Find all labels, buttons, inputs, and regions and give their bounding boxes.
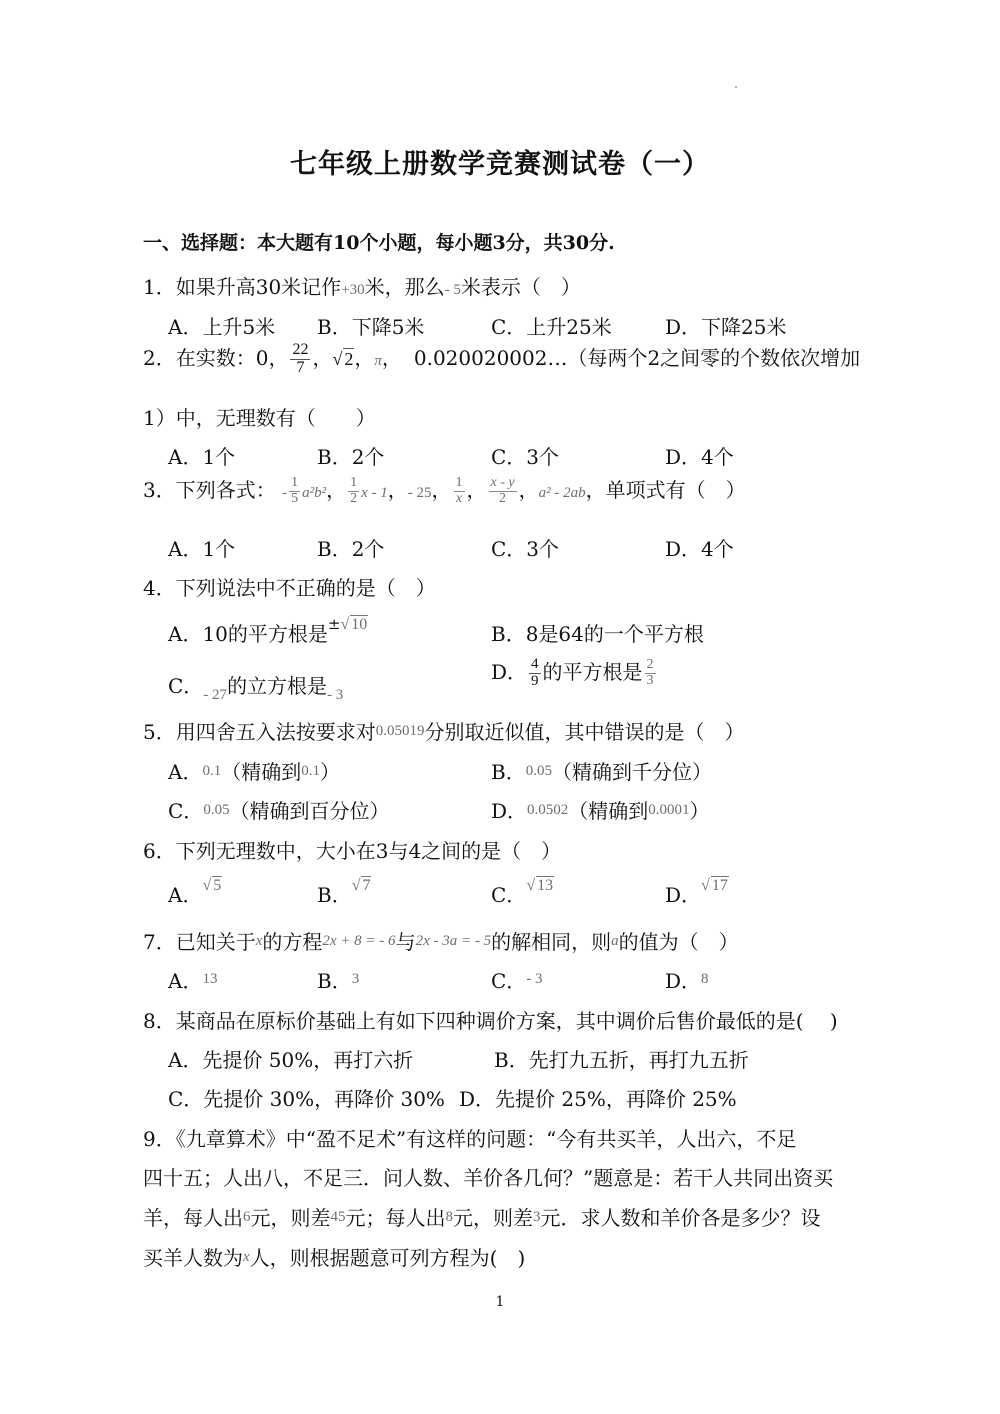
speck [735,86,737,88]
q6-option-a: A．√ 5 [168,877,222,907]
q1-option-a: A．上升5米 [168,315,276,339]
q3-option-c: C．3个 [491,537,560,561]
question-4: 4．下列说法中不正确的是（ ） [143,576,436,600]
q7-option-a: A．$^{13}$ [168,969,218,993]
q1-option-b: B．下降5米 [317,315,425,339]
q2-text-2: 0.020020002…（每两个2之间零的个数依次增加 [413,346,861,370]
q1-text-3: 米表示（ ） [460,275,581,299]
q8-option-d: D．先提价 25%，再降价 25% [459,1087,737,1111]
q3-text: 3．下列各式： [143,478,276,502]
q1-text-2: 米，那么 [364,275,445,299]
q5-option-b: B．$^{0.05}$（精确到千分位） [491,760,712,784]
q6-option-c: C．√ 13 [491,877,554,907]
q2-fraction: $\frac{22}{7}$ [292,341,309,376]
q2-option-b: B．2个 [317,445,385,469]
q3-term-2: $\frac{1}{2}$ [350,475,358,506]
page-number: 1 [495,1294,505,1310]
q3-term-4: $\frac{1}{x}$ [455,475,463,506]
question-9-line-1: 9．《九章算术》中“盈不足术”有这样的问题：“今有共买羊，人出六，不足 [143,1127,797,1151]
question-8: 8．某商品在原标价基础上有如下四种调价方案，其中调价后售价最低的是( ) [143,1009,838,1033]
q6-option-b: B．√ 7 [317,877,371,907]
page-title: 七年级上册数学竞赛测试卷（一） [290,149,710,180]
question-3: 3．下列各式： - $\frac{1}{5}$ a²b²， $\frac{1}{2}$ x - 1，- 25， $\frac{1}{x}$ ， $\frac{x - y}{2}$ ，a² - 2ab，单项式有（ ） [143,475,746,506]
q5-option-a: A．$^{0.1}$（精确到$^{0.1}$） [168,760,340,784]
q2-radical: √ 2 [332,349,354,369]
question-7: 7．已知关于$^x$的方程$^{2x + 8 = - 6}$与$^{2x - 3a = - 5}$的解相同，则$^a$的值为（ ） [143,930,739,954]
q3-term-5: $\frac{x - y}{2}$ [490,475,515,506]
q2-option-d: D．4个 [665,445,734,469]
question-9-line-2: 四十五；人出八，不足三．问人数、羊价各几何？”题意是：若干人共同出资买 [143,1166,834,1190]
q5-option-d: D．$^{0.0502}$（精确到$^{0.0001}$） [491,799,710,823]
q4-option-a: A．10的平方根是$^{\pm√ 10}$ [168,615,368,646]
q2-text: 2．在实数：0， [143,346,289,370]
q3-term-3: - 25 [407,485,432,501]
q2-line-2: 1）中，无理数有（ ） [143,406,376,430]
section-heading: 一、选择题：本大题有10个小题，每小题3分，共30分. [143,232,615,254]
q1-option-c: C．上升25米 [491,315,612,339]
q2-option-a: A．1个 [168,445,236,469]
q3-option-d: D．4个 [665,537,734,561]
q8-option-b: B．先打九五折，再打九五折 [494,1048,749,1072]
q8-option-a: A．先提价 50%，再打六折 [168,1048,414,1072]
question-6: 6．下列无理数中，大小在3与4之间的是（ ） [143,839,562,863]
q1-option-d: D．下降25米 [665,315,787,339]
q2-option-c: C．3个 [491,445,560,469]
q5-option-c: C．$^{0.05}$（精确到百分位） [168,799,390,823]
q6-option-d: D．√ 17 [665,877,728,907]
q4-option-c: C．$_{- 27}$的立方根是$_{- 3}$ [168,674,344,703]
q3-text-2: ，单项式有（ ） [585,478,746,502]
question-9-line-3: 羊，每人出$^6$元，则差$^{45}$元；每人出$^8$元，则差$^3$元．求人数和羊价各是多少？设 [143,1206,821,1230]
q7-option-c: C．$^{- 3}$ [491,969,543,993]
question-5: 5．用四舍五入法按要求对$^{0.05019}$分别取近似值，其中错误的是（ ） [143,720,745,744]
q7-option-b: B．$^3$ [317,969,360,993]
q4-option-d: D． $\frac{4}{9}$ 的平方根是 $\frac{2}{3}$ [491,656,654,689]
q3-option-a: A．1个 [168,537,236,561]
q4-option-b: B．8是64的一个平方根 [491,622,704,646]
q3-term-6: a² - 2ab [538,485,586,501]
q1-text: 1．如果升高30米记作 [143,275,342,299]
q1-math-1: +30 [341,282,365,298]
question-1 [143,271,581,300]
q2-pi: π [374,353,382,369]
q1-math-2: - 5 [444,282,461,298]
question-2: 2．在实数：0， $\frac{22}{7}$ ，√ 2，π， 0.020020002…（每两个2之间零的个数依次增加 [143,341,861,376]
question-9-line-4: 买羊人数为$^x$人，则根据题意可列方程为( ) [143,1246,526,1270]
q3-option-b: B．2个 [317,537,385,561]
q8-option-c: C．先提价 30%，再降价 30% [168,1087,445,1111]
q7-option-d: D．$^8$ [665,969,709,993]
q3-term-1: $\frac{1}{5}$ [291,475,299,506]
